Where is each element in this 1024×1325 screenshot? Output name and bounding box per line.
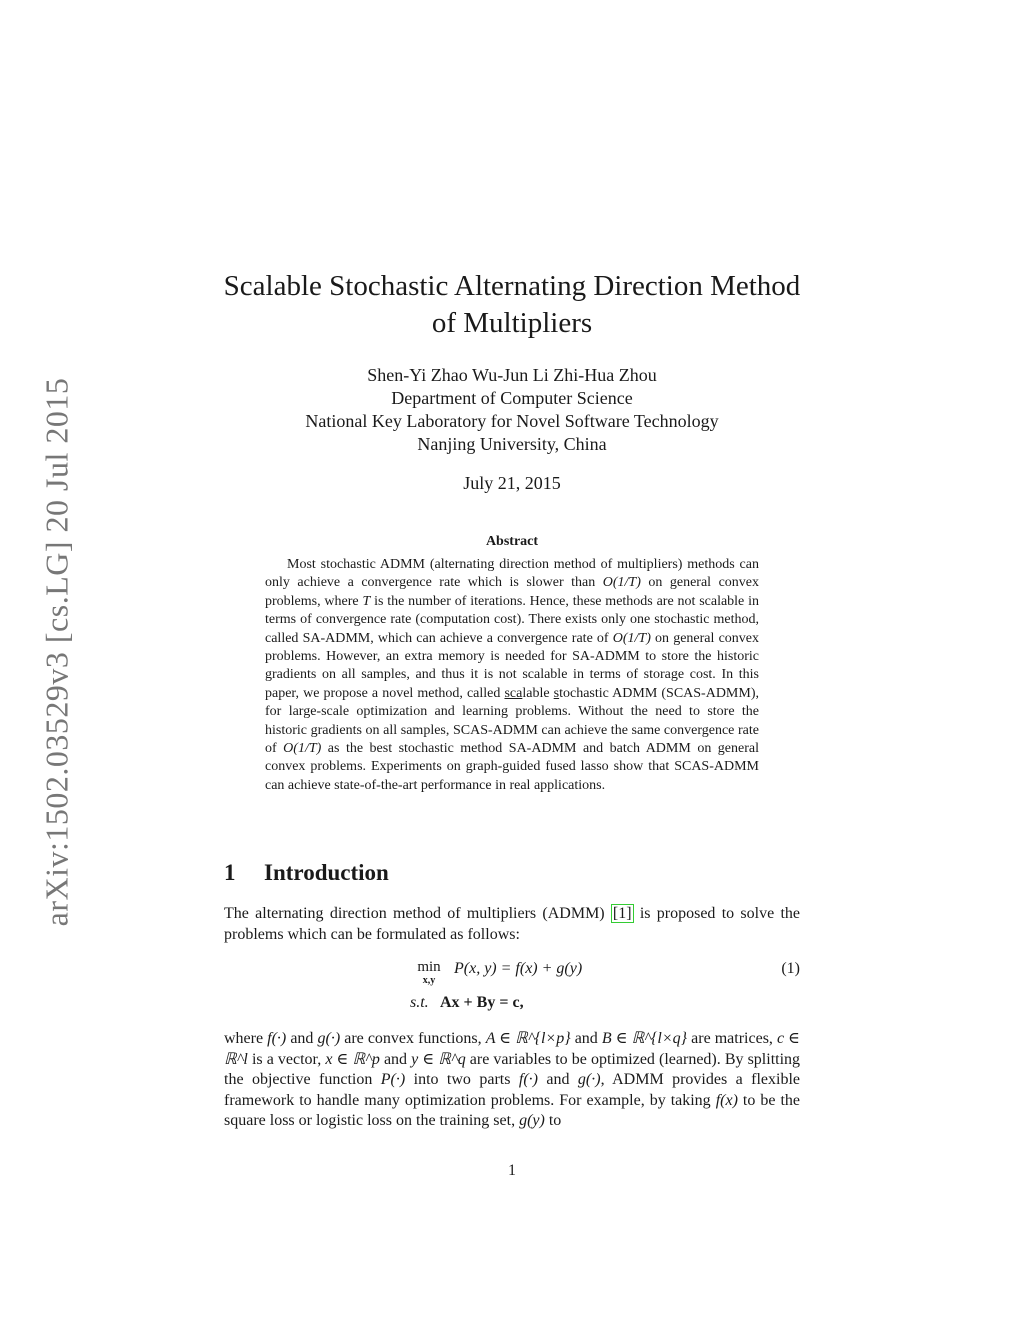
section-title: Introduction bbox=[264, 860, 389, 885]
author-block bbox=[200, 364, 824, 456]
math-inline: O(1/T) bbox=[612, 630, 651, 646]
math-inline: T bbox=[362, 593, 371, 609]
author-names: Shen-Yi Zhao Wu-Jun Li Zhi-Hua Zhou bbox=[367, 365, 657, 385]
title-line-2: of Multipliers bbox=[431, 307, 593, 339]
underlined-text: sca bbox=[504, 685, 523, 701]
abstract-heading: Abstract bbox=[485, 534, 539, 549]
section-heading bbox=[224, 860, 389, 886]
math-inline: O(1/T) bbox=[602, 575, 641, 591]
paper-title bbox=[200, 268, 824, 342]
author-laboratory: National Key Laboratory for Novel Software Technology bbox=[305, 411, 719, 431]
equation-constraint: Ax + By = c, bbox=[440, 994, 524, 1011]
equation-1 bbox=[224, 956, 800, 1016]
intro-paragraph-1: The alternating direction method of multipliers (ADMM) [1] is proposed to solve the problems which can be formulated as follows: bbox=[224, 905, 800, 943]
arxiv-identifier-stamp: arXiv:1502.03529v3 [cs.LG] 20 Jul 2015 bbox=[38, 377, 75, 927]
underlined-text: s bbox=[553, 685, 560, 701]
equation-objective: P(x, y) = f(x) + g(y) bbox=[454, 960, 583, 977]
title-line-1: Scalable Stochastic Alternating Direction Method bbox=[223, 270, 801, 302]
equation-number: (1) bbox=[781, 960, 800, 977]
subject-to-label: s.t. bbox=[410, 994, 429, 1011]
author-department: Department of Computer Science bbox=[391, 388, 633, 408]
abstract-text: Most stochastic ADMM (alternating direction method of multipliers) methods can only achieve a convergence rate which is slower than O(1/T) on general convex problems, where T is the number of iterations. Hence, these methods are not scalable in terms of convergence rate (computation cost). There exists only one stochastic method, called SA-ADMM, which can achieve a convergence rate of O(1/T) on general convex problems. However, an extra memory is needed for SA-ADMM to store the historic gradients on all samples, and thus it is not scalable in terms of storage cost. In this paper, we propose a novel method, called scalable stochastic ADMM (SCAS-ADMM), for large-scale optimization and learning problems. Without the need to store the historic gradients on all samples, SCAS-ADMM can achieve the same convergence rate of O(1/T) as the best stochastic method SA-ADMM and batch ADMM on general convex problems. Experiments on graph-guided fused lasso show that SCAS-ADMM can achieve state-of-the-art performance in real applications. bbox=[265, 557, 760, 793]
intro-paragraph-2: where f(·) and g(·) are convex functions, A ∈ ℝ^{l×p} and B ∈ ℝ^{l×q} are matrices, c ∈ ℝ^l is a vector, x ∈ ℝ^p and y ∈ ℝ^q are variables to be optimized (learned). By splitting the objective function P(·) into two parts f(·) and g(·), ADMM provides a flexible framework to handle many optimization problems. For example, by taking f(x) to be the square loss or logistic loss on the training set, g(y) to bbox=[224, 1030, 801, 1130]
citation-link[interactable]: [1] bbox=[612, 905, 632, 922]
page-number: 1 bbox=[508, 1162, 516, 1179]
min-operator: min x,y bbox=[417, 959, 441, 986]
section-number: 1 bbox=[224, 860, 236, 885]
paper-date: July 21, 2015 bbox=[463, 473, 561, 493]
author-university: Nanjing University, China bbox=[417, 434, 607, 454]
math-inline: O(1/T) bbox=[283, 741, 322, 757]
